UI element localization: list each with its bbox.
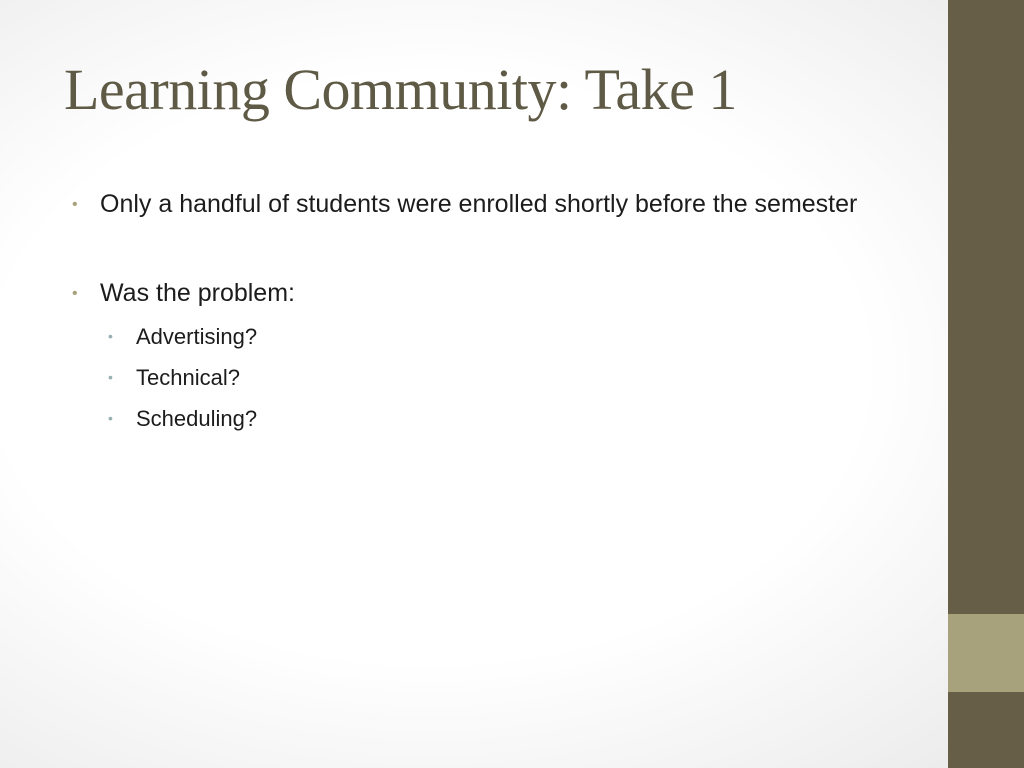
side-accent-block	[948, 614, 1024, 692]
bullet-item	[72, 186, 892, 223]
sub-bullet-text: Advertising?	[136, 324, 258, 349]
sub-bullet-icon: •	[108, 328, 113, 344]
bullet-item	[72, 275, 892, 439]
bullet-text: Only a handful of students were enrolled shortly before the semester	[100, 190, 858, 218]
bullet-list	[72, 186, 892, 439]
sub-bullet-item	[104, 316, 892, 357]
sub-bullet-item	[104, 398, 892, 439]
sub-bullet-icon: •	[108, 369, 113, 385]
sub-bullet-item	[104, 357, 892, 398]
slide-title: Learning Community: Take 1	[64, 57, 737, 122]
slide-content	[72, 186, 892, 439]
bullet-icon: •	[72, 196, 78, 213]
bullet-text: Was the problem:	[100, 279, 295, 307]
sub-bullet-icon: •	[108, 410, 113, 426]
bullet-icon: •	[72, 285, 78, 302]
sub-bullet-text: Technical?	[136, 365, 240, 390]
sub-bullet-text: Scheduling?	[136, 406, 258, 431]
sub-bullet-list	[100, 316, 892, 439]
